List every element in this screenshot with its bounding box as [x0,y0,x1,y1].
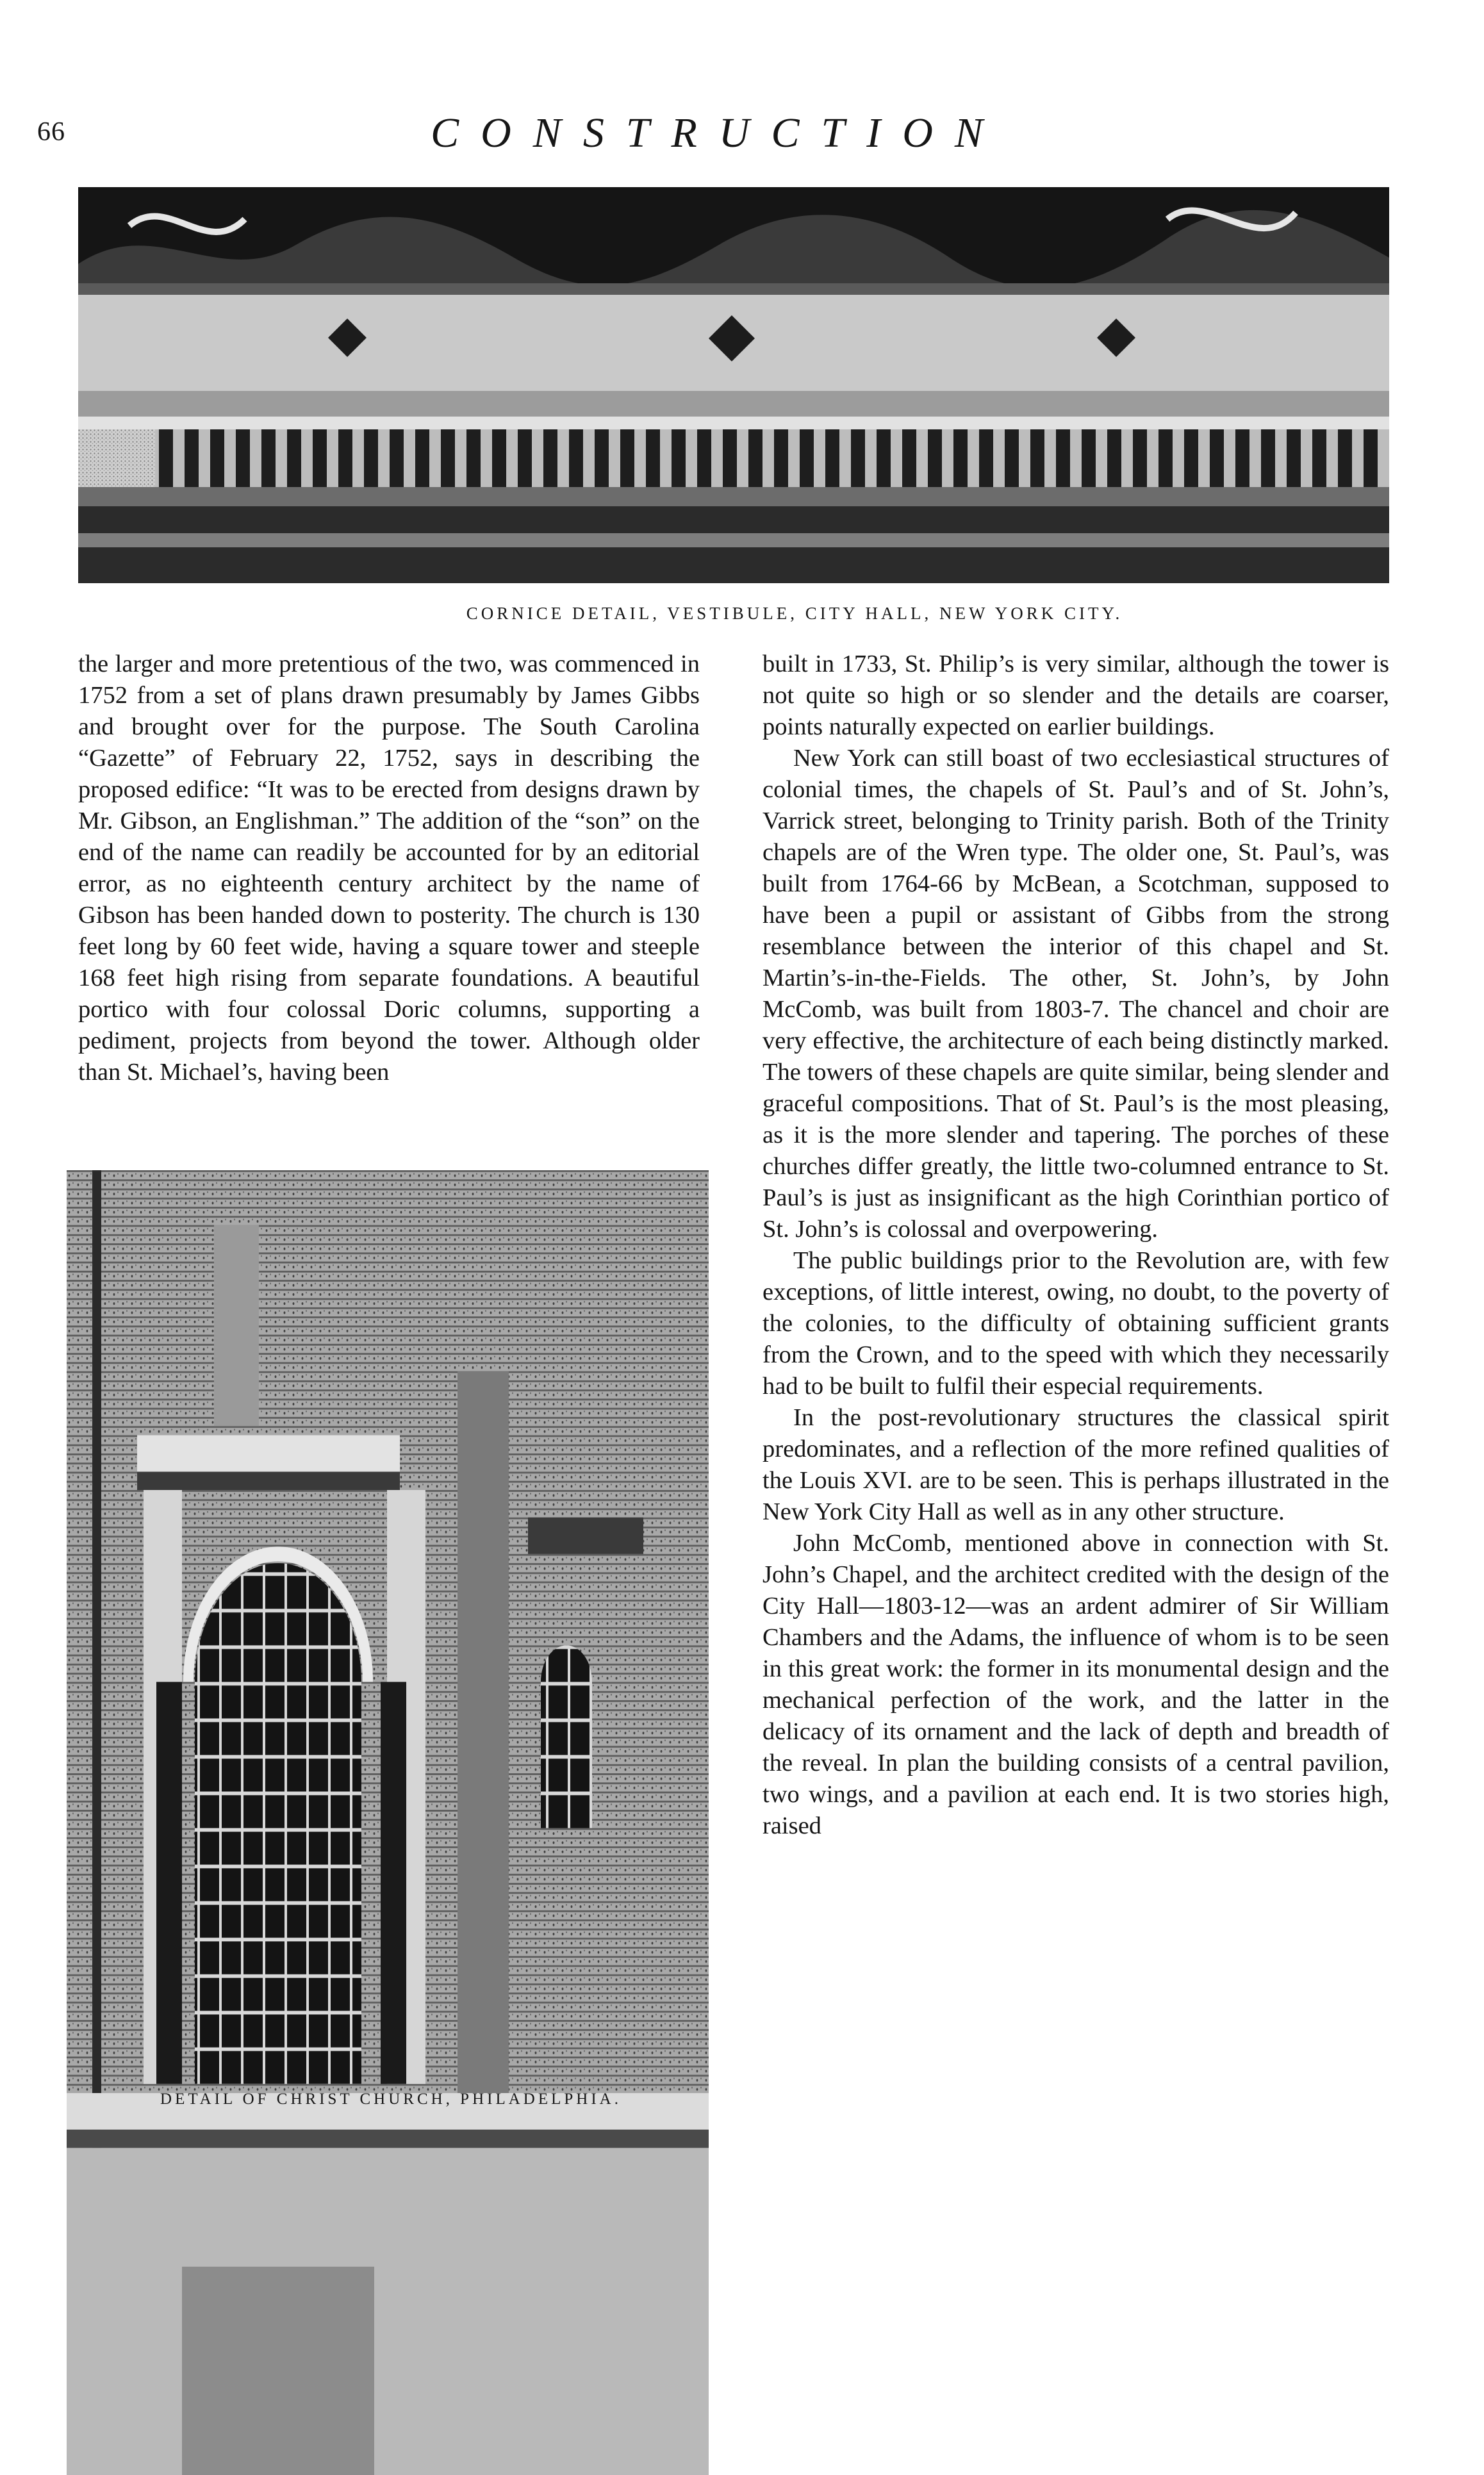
running-title: CONSTRUCTION [431,110,1005,156]
left-column [78,649,700,1088]
right-column [763,649,1389,1842]
bottom-figure-caption: DETAIL OF CHRIST CHURCH, PHILADELPHIA. [160,2090,622,2108]
christ-church-photo [67,1170,709,2475]
right-paragraph: New York can still boast of two ecclesiastical structures of colonial times, the chapels of St. Paul’s and of St. John’s, Varrick street, belonging to Trinity parish. Both of the Trinity chapels are of the Wren type. The older one, St. Paul’s, was built from 1764-66 by McBean, a Scotchman, supposed to have been a pupil or assistant of Gibbs from the strong resemblance between the interior of this chapel and St. Martin’s-in-the-Fields. The other, St. John’s, by John McComb, was built from 1803-7. The chancel and choir are very effective, the architecture of each being distinctly marked. The towers of these chapels are quite similar, being slender and graceful compositions. That of St. Paul’s is the most pleasing, as it is the more slender and tapering. The porches of these churches differ greatly, the little two-columned entrance to St. Paul’s is just as insignificant as the high Corinthian portico of St. John’s is colossal and overpowering. [763,745,1389,1243]
right-paragraph: John McComb, mentioned above in connection with St. John’s Chapel, and the architect credited with the design of the City Hall—1803-12—was an ardent admirer of Sir William Chambers and the Adams, the influence of whom is to be seen in this great work: the former in its monumental design and the mechanical perfection of the work, and the latter in the delicacy of its ornament and the lack of depth and breadth of the reveal. In plan the building consists of a central pavilion, two wings, and a pavilion at each end. It is two stories high, raised [763,1530,1389,1839]
right-paragraph: The public buildings prior to the Revolution are, with few exceptions, of little interest, owing, no doubt, to the poverty of the colonies, to the difficulty of obtaining sufficient grants from the Crown, and to the speed with which they necessarily had to be built to fulfil their especial requirements. [763,1247,1389,1400]
cornice-detail-photo [78,187,1389,583]
right-paragraph: In the post-revolutionary structures the classical spirit predominates, and a reflection of the more refined qualities of the Louis XVI. are to be seen. This is perhaps illustrated in the New York City Hall as well as in any other structure. [763,1404,1389,1525]
page-number: 66 [37,117,65,147]
top-figure-caption: CORNICE DETAIL, VESTIBULE, CITY HALL, NEW YORK CITY. [466,604,1123,623]
right-paragraph: built in 1733, St. Philip’s is very similar, although the tower is not quite so high or so slender and the details are coarser, points naturally expected on earlier buildings. [763,650,1389,740]
left-paragraph: the larger and more pretentious of the two, was commenced in 1752 from a set of plans drawn presumably by James Gibbs and brought over for the purpose. The South Carolina “Gazette” of February 22, 1752, says in describing the proposed edifice: “It was to be erected from designs drawn by Mr. Gibson, an Englishman.” The addition of the “son” on the end of the name can readily be accounted for by an editorial error, as no eighteenth century architect by the name of Gibson has been handed down to posterity. The church is 130 feet long by 60 feet wide, having a square tower and steeple 168 feet high rising from separate foundations. A beautiful portico with four colossal Doric columns, supporting a pediment, projects from beyond the tower. Although older than St. Michael’s, having been [78,650,700,1086]
